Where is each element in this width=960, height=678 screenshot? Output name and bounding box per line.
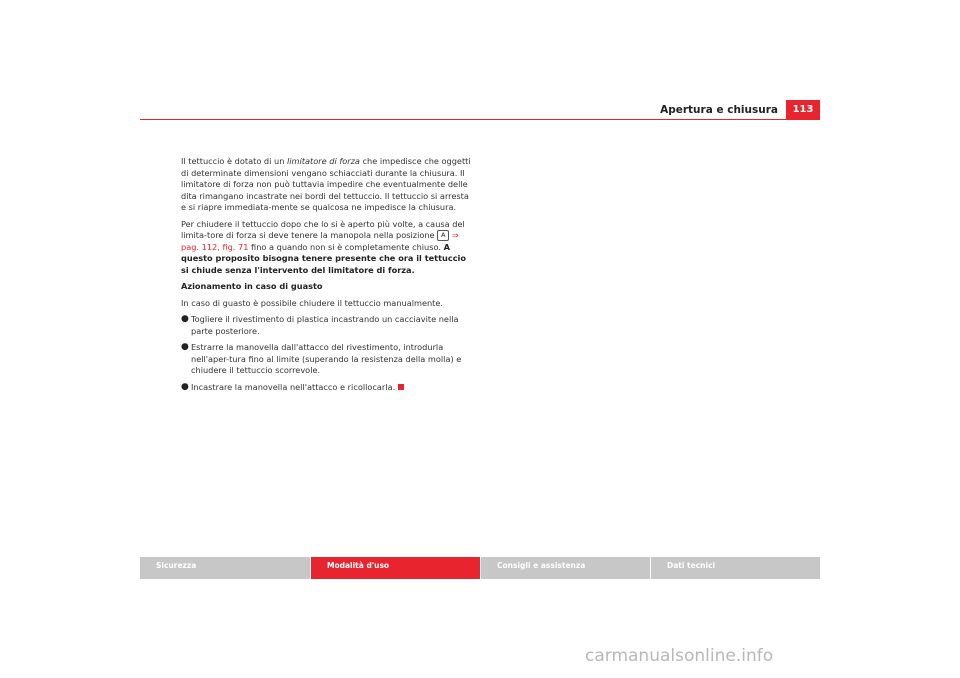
tab-modalita-uso[interactable]: Modalità d'uso [310, 557, 480, 579]
list-item-text: Incastrare la manovella nell'attacco e ricollocarla. [191, 381, 396, 392]
paragraph-force-limiter [181, 156, 471, 214]
tab-dati-tecnici[interactable]: Dati tecnici [650, 557, 820, 579]
list-item [181, 382, 471, 394]
tab-sicurezza[interactable]: Sicurezza [140, 557, 310, 579]
section-end-icon [398, 384, 404, 390]
list-item-text: Togliere il rivestimento di plastica incastrando un cacciavite nella parte posteriore. [191, 314, 459, 336]
italic-term: limitatore di forza [287, 156, 360, 166]
main-content [181, 156, 471, 398]
paragraph-text: fino a quando non si è completamente chiuso. [248, 241, 444, 252]
subheading-emergency: Azionamento in caso di guasto [181, 281, 323, 291]
paragraph-text: Per chiudere il tettuccio dopo che lo si è aperto più volte, a causa del limita-tore di forza si deve tenere la manopola nella posizione [181, 218, 465, 240]
bold-warning-text: A questo proposito bisogna tenere presente che ora il tettuccio si chiude senza l'intervento del limitatore di forza. [181, 241, 466, 275]
bullet-icon: ● [181, 342, 189, 352]
page-section-title: Apertura e chiusura [660, 104, 778, 116]
list-item [181, 314, 471, 337]
paragraph-manual: In caso di guasto è possibile chiudere il tettuccio manualmente. [181, 297, 444, 308]
tab-consigli-assistenza[interactable]: Consigli e assistenza [480, 557, 650, 579]
bullet-icon: ● [181, 381, 189, 392]
paragraph-closing [181, 219, 471, 277]
footer-nav [140, 557, 820, 579]
paragraph-text: Il tettuccio è dotato di un [181, 156, 287, 166]
list-item-text: Estrarre la manovella dall'attacco del rivestimento, introdurla nell'aper-tura fino al limite (superando la resistenza della molla) e chiudere il tettuccio scorrevole. [191, 342, 462, 375]
page-number-badge: 113 [786, 100, 820, 119]
bullet-icon: ● [181, 314, 189, 324]
list-item [181, 342, 471, 377]
paragraph-text: che impedisce che oggetti di determinate dimensioni vengano schiacciati durante la chiusura. Il limitatore di forza non può tuttavia impedire che eventualmente delle dita rimangano incastrate nei bordi del tettuccio. Il tettuccio si arresta e si riapre immediata-mente se qualcosa ne impedisce la chiusura. [181, 156, 471, 212]
position-a-badge: A [437, 230, 449, 241]
watermark-text: carmanualsonline.info [585, 646, 774, 666]
page-reference-link[interactable]: ⇒ pag. 112, fig. 71 [181, 230, 459, 252]
header-divider [140, 119, 820, 120]
